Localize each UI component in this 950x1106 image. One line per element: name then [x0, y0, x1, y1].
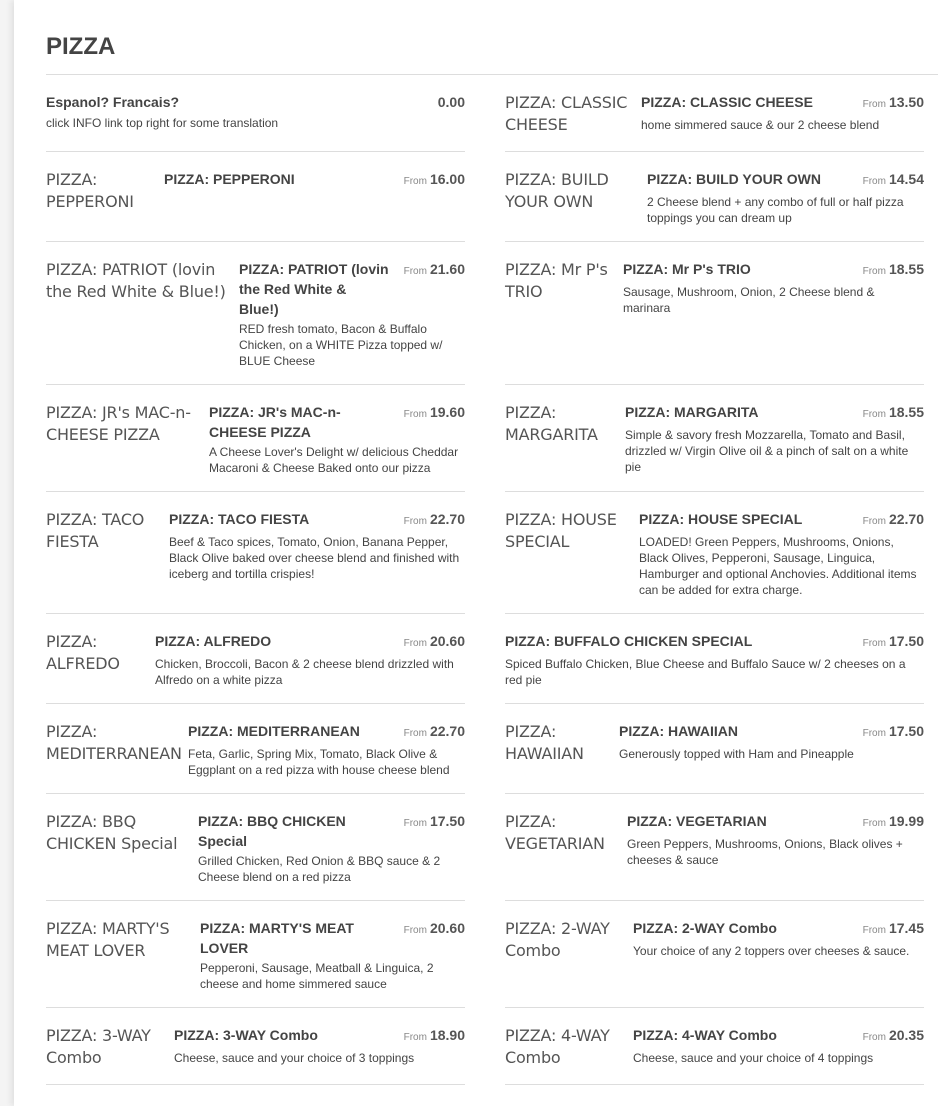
menu-item-name[interactable]: Espanol? Francais?: [46, 94, 180, 110]
menu-item-info: [188, 721, 465, 778]
menu-item-martys-meat[interactable]: [46, 901, 465, 1008]
menu-item-image[interactable]: PIZZA: CLASSIC CHEESE: [505, 93, 628, 134]
menu-item-description: A Cheese Lover's Delight w/ delicious Cheddar Macaroni & Cheese Baked onto our pizza: [209, 445, 459, 475]
price-from-label: From: [403, 516, 427, 527]
menu-item-image[interactable]: PIZZA: JR's MAC-n-CHEESE PIZZA: [46, 403, 191, 444]
price-amount: 18.55: [888, 404, 924, 420]
menu-item-price: [404, 721, 465, 744]
price-amount: 22.70: [888, 511, 924, 527]
price-from-label: From: [862, 1032, 886, 1043]
menu-item-name[interactable]: PIZZA: 2-WAY Combo: [633, 920, 777, 936]
menu-item-title-row: [623, 259, 924, 282]
menu-item-image[interactable]: PIZZA: PEPPERONI: [46, 170, 134, 211]
section-title: PIZZA: [46, 33, 116, 60]
menu-item-image[interactable]: PIZZA: MARGARITA: [505, 403, 598, 444]
menu-item-name[interactable]: PIZZA: BBQ CHICKEN Special: [198, 813, 346, 849]
menu-item-title-row: [209, 402, 465, 442]
price-amount: 20.60: [429, 920, 465, 936]
menu-item-name[interactable]: PIZZA: VEGETARIAN: [627, 813, 767, 829]
menu-item-title-row: [625, 402, 924, 425]
menu-item-info: [639, 509, 924, 598]
menu-item-info: [633, 1025, 924, 1066]
menu-item-description: LOADED! Green Peppers, Mushrooms, Onions, Black Olives, Pepperoni, Sausage, Linguica, Hamburger and optional Anchovies. Additional items can be added for extra charge.: [639, 535, 917, 597]
menu-item-price: [863, 169, 924, 192]
menu-item-info: [505, 631, 924, 688]
menu-item-espanol[interactable]: [46, 75, 465, 152]
menu-item-name[interactable]: PIZZA: CLASSIC CHEESE: [641, 94, 813, 110]
menu-item-title-row: [641, 92, 924, 115]
menu-item-margarita[interactable]: [505, 385, 924, 492]
menu-item-price: [404, 1025, 465, 1048]
menu-item-title-row: [505, 631, 924, 654]
price-amount: 16.00: [429, 171, 465, 187]
menu-item-title-row: [174, 1025, 465, 1048]
menu-item-price: [863, 721, 924, 744]
menu-item-title-row: [198, 811, 465, 851]
menu-item-jrs-mac[interactable]: [46, 385, 465, 492]
menu-item-description: Feta, Garlic, Spring Mix, Tomato, Black Olive & Eggplant on a red pizza with house cheese blend: [188, 747, 450, 777]
price-from-label: From: [403, 176, 427, 187]
menu-item-description: RED fresh tomato, Bacon & Buffalo Chicken, on a WHITE Pizza topped w/ BLUE Cheese: [239, 322, 443, 368]
price-from-label: From: [862, 409, 886, 420]
menu-item-image[interactable]: PIZZA: MARTY'S MEAT LOVER: [46, 919, 170, 960]
price-from-label: From: [403, 638, 427, 649]
price-from-label: From: [862, 728, 886, 739]
menu-item-info: [625, 402, 924, 475]
menu-item-description: Pepperoni, Sausage, Meatball & Linguica, 2 cheese and home simmered sauce: [200, 961, 434, 991]
menu-item-description: Cheese, sauce and your choice of 4 toppings: [633, 1051, 874, 1065]
menu-item-info: [623, 259, 924, 316]
menu-item-info: [198, 811, 465, 885]
price-amount: 18.90: [429, 1027, 465, 1043]
menu-item-name[interactable]: PIZZA: BUILD YOUR OWN: [647, 171, 821, 187]
menu-item-3-way-combo[interactable]: [46, 1008, 465, 1085]
price-amount: 14.54: [888, 171, 924, 187]
menu-item-name[interactable]: PIZZA: TACO FIESTA: [169, 511, 310, 527]
menu-item-info: [164, 169, 465, 192]
menu-item-classic-cheese[interactable]: [505, 75, 924, 152]
menu-item-price: [863, 259, 924, 282]
menu-item-description: Grilled Chicken, Red Onion & BBQ sauce & 2 Cheese blend on a red pizza: [198, 854, 441, 884]
menu-item-price: [404, 402, 465, 425]
price-from-label: From: [862, 638, 886, 649]
menu-item-title-row: [169, 509, 465, 532]
menu-item-description: click INFO link top right for some translation: [46, 116, 279, 130]
menu-item-description: home simmered sauce & our 2 cheese blend: [641, 118, 880, 132]
menu-item-image[interactable]: PIZZA: Mr P's TRIO: [505, 260, 608, 301]
menu-item-name[interactable]: PIZZA: PATRIOT (lovin the Red White & Blue!): [239, 261, 389, 317]
price-amount: 17.50: [888, 723, 924, 739]
menu-item-title-row: [633, 1025, 924, 1048]
price-amount: 21.60: [429, 261, 465, 277]
menu-item-title-row: [633, 918, 924, 941]
menu-grid: [46, 75, 924, 1085]
menu-item-name[interactable]: PIZZA: HAWAIIAN: [619, 723, 738, 739]
menu-item-price: [404, 169, 465, 192]
menu-item-image[interactable]: PIZZA: ALFREDO: [46, 632, 120, 673]
menu-item-image[interactable]: PIZZA: TACO FIESTA: [46, 510, 145, 551]
price-amount: 18.55: [888, 261, 924, 277]
menu-item-name[interactable]: PIZZA: HOUSE SPECIAL: [639, 511, 803, 527]
menu-item-description: Generously topped with Ham and Pineapple: [619, 747, 854, 761]
menu-item-name[interactable]: PIZZA: MARTY'S MEAT LOVER: [200, 920, 354, 956]
menu-item-price: [863, 509, 924, 532]
menu-item-name[interactable]: PIZZA: 4-WAY Combo: [633, 1027, 777, 1043]
price-from-label: From: [862, 925, 886, 936]
menu-item-price: [404, 631, 465, 654]
menu-item-description: Simple & savory fresh Mozzarella, Tomato and Basil, drizzled w/ Virgin Olive oil & a pinch of salt on a white pie: [625, 428, 909, 474]
menu-item-image[interactable]: PIZZA: PATRIOT (lovin the Red White & Blue!): [46, 260, 226, 301]
price-amount: 22.70: [429, 723, 465, 739]
menu-page: [14, 0, 950, 1106]
menu-item-price: [863, 918, 924, 941]
price-from-label: From: [403, 818, 427, 829]
menu-item-info: [174, 1025, 465, 1066]
menu-item-description: Sausage, Mushroom, Onion, 2 Cheese blend & marinara: [623, 285, 875, 315]
menu-item-title-row: [155, 631, 465, 654]
menu-item-info: [641, 92, 924, 133]
menu-item-info: [169, 509, 465, 582]
menu-item-mediterranean[interactable]: [46, 704, 465, 794]
menu-item-info: [209, 402, 465, 476]
menu-item-description: Chicken, Broccoli, Bacon & 2 cheese blend drizzled with Alfredo on a white pizza: [155, 657, 454, 687]
menu-item-name[interactable]: PIZZA: BUFFALO CHICKEN SPECIAL: [505, 633, 753, 649]
menu-item-info: [627, 811, 924, 868]
menu-item-price: [863, 92, 924, 115]
menu-item-image[interactable]: PIZZA: VEGETARIAN: [505, 812, 605, 853]
price-from-label: From: [862, 818, 886, 829]
menu-item-price: [863, 1025, 924, 1048]
menu-item-image[interactable]: PIZZA: 3-WAY Combo: [46, 1026, 151, 1067]
price-from-label: From: [403, 409, 427, 420]
price-amount: 17.45: [888, 920, 924, 936]
menu-item-price: [404, 918, 465, 941]
menu-item-4-way-combo[interactable]: [505, 1008, 924, 1085]
menu-item-2-way-combo[interactable]: [505, 901, 924, 1008]
menu-item-info: [155, 631, 465, 688]
menu-item-info: [200, 918, 465, 992]
menu-item-vegetarian[interactable]: [505, 794, 924, 901]
menu-item-title-row: [639, 509, 924, 532]
menu-item-title-row: [239, 259, 465, 319]
price-from-label: From: [403, 728, 427, 739]
menu-item-info: [647, 169, 924, 226]
menu-item-description: Green Peppers, Mushrooms, Onions, Black olives + cheeses & sauce: [627, 837, 903, 867]
price-from-label: From: [403, 925, 427, 936]
price-amount: 20.60: [429, 633, 465, 649]
price-amount: 20.35: [888, 1027, 924, 1043]
menu-item-title-row: [627, 811, 924, 834]
price-amount: 13.50: [888, 94, 924, 110]
menu-item-house-special[interactable]: [505, 492, 924, 614]
price-from-label: From: [403, 266, 427, 277]
menu-item-image[interactable]: PIZZA: 4-WAY Combo: [505, 1026, 610, 1067]
menu-item-buffalo-chicken[interactable]: [505, 614, 924, 704]
menu-item-name[interactable]: PIZZA: Mr P's TRIO: [623, 261, 751, 277]
menu-item-build-your-own[interactable]: [505, 152, 924, 242]
menu-item-info: [633, 918, 924, 959]
price-from-label: From: [862, 266, 886, 277]
menu-item-name[interactable]: PIZZA: PEPPERONI: [164, 171, 295, 187]
menu-item-price: [863, 631, 924, 654]
price-amount: 19.60: [429, 404, 465, 420]
menu-item-info: [619, 721, 924, 762]
menu-item-name[interactable]: PIZZA: MARGARITA: [625, 404, 759, 420]
menu-item-price: [438, 92, 465, 113]
menu-item-title-row: [200, 918, 465, 958]
price-from-label: From: [862, 516, 886, 527]
menu-item-taco-fiesta[interactable]: [46, 492, 465, 614]
menu-item-description: Spiced Buffalo Chicken, Blue Cheese and Buffalo Sauce w/ 2 cheeses on a red pie: [505, 657, 906, 687]
menu-item-pepperoni[interactable]: [46, 152, 465, 242]
menu-item-title-row: [647, 169, 924, 192]
menu-item-name[interactable]: PIZZA: MEDITERRANEAN: [188, 723, 360, 739]
menu-item-title-row: [619, 721, 924, 744]
menu-item-alfredo[interactable]: [46, 614, 465, 704]
menu-item-price: [404, 811, 465, 834]
menu-item-image[interactable]: PIZZA: HOUSE SPECIAL: [505, 510, 617, 551]
menu-item-patriot[interactable]: [46, 242, 465, 385]
menu-item-title-row: [46, 92, 465, 113]
menu-item-price: [863, 811, 924, 834]
menu-item-image[interactable]: PIZZA: MEDITERRANEAN: [46, 722, 182, 763]
menu-item-title-row: [188, 721, 465, 744]
menu-item-bbq-chicken[interactable]: [46, 794, 465, 901]
menu-item-description: Beef & Taco spices, Tomato, Onion, Banana Pepper, Black Olive baked over cheese blend and finished with iceberg and tortilla crispies!: [169, 535, 460, 581]
menu-item-name[interactable]: PIZZA: 3-WAY Combo: [174, 1027, 318, 1043]
menu-item-info: [46, 92, 465, 131]
menu-item-info: [239, 259, 465, 369]
menu-item-title-row: [164, 169, 465, 192]
price-amount: 17.50: [429, 813, 465, 829]
menu-item-description: Cheese, sauce and your choice of 3 toppings: [174, 1051, 415, 1065]
menu-item-description: Your choice of any 2 toppers over cheeses & sauce.: [633, 944, 910, 958]
menu-item-name[interactable]: PIZZA: JR's MAC-n-CHEESE PIZZA: [209, 404, 341, 440]
menu-item-image[interactable]: PIZZA: HAWAIIAN: [505, 722, 584, 763]
price-from-label: From: [862, 176, 886, 187]
menu-item-name[interactable]: PIZZA: ALFREDO: [155, 633, 272, 649]
menu-item-mr-ps-trio[interactable]: [505, 242, 924, 385]
price-amount: 22.70: [429, 511, 465, 527]
menu-item-image[interactable]: PIZZA: BUILD YOUR OWN: [505, 170, 609, 211]
price-from-label: From: [862, 99, 886, 110]
price-amount: 17.50: [888, 633, 924, 649]
menu-item-hawaiian[interactable]: [505, 704, 924, 794]
menu-item-description: 2 Cheese blend + any combo of full or half pizza toppings you can dream up: [647, 195, 904, 225]
menu-item-price: [404, 509, 465, 532]
price-amount: 19.99: [888, 813, 924, 829]
menu-item-image[interactable]: PIZZA: BBQ CHICKEN Special: [46, 812, 178, 853]
menu-item-price: [863, 402, 924, 425]
price-from-label: From: [403, 1032, 427, 1043]
menu-item-price: [404, 259, 465, 282]
menu-item-image[interactable]: PIZZA: 2-WAY Combo: [505, 919, 610, 960]
price-amount: 0.00: [437, 94, 465, 110]
